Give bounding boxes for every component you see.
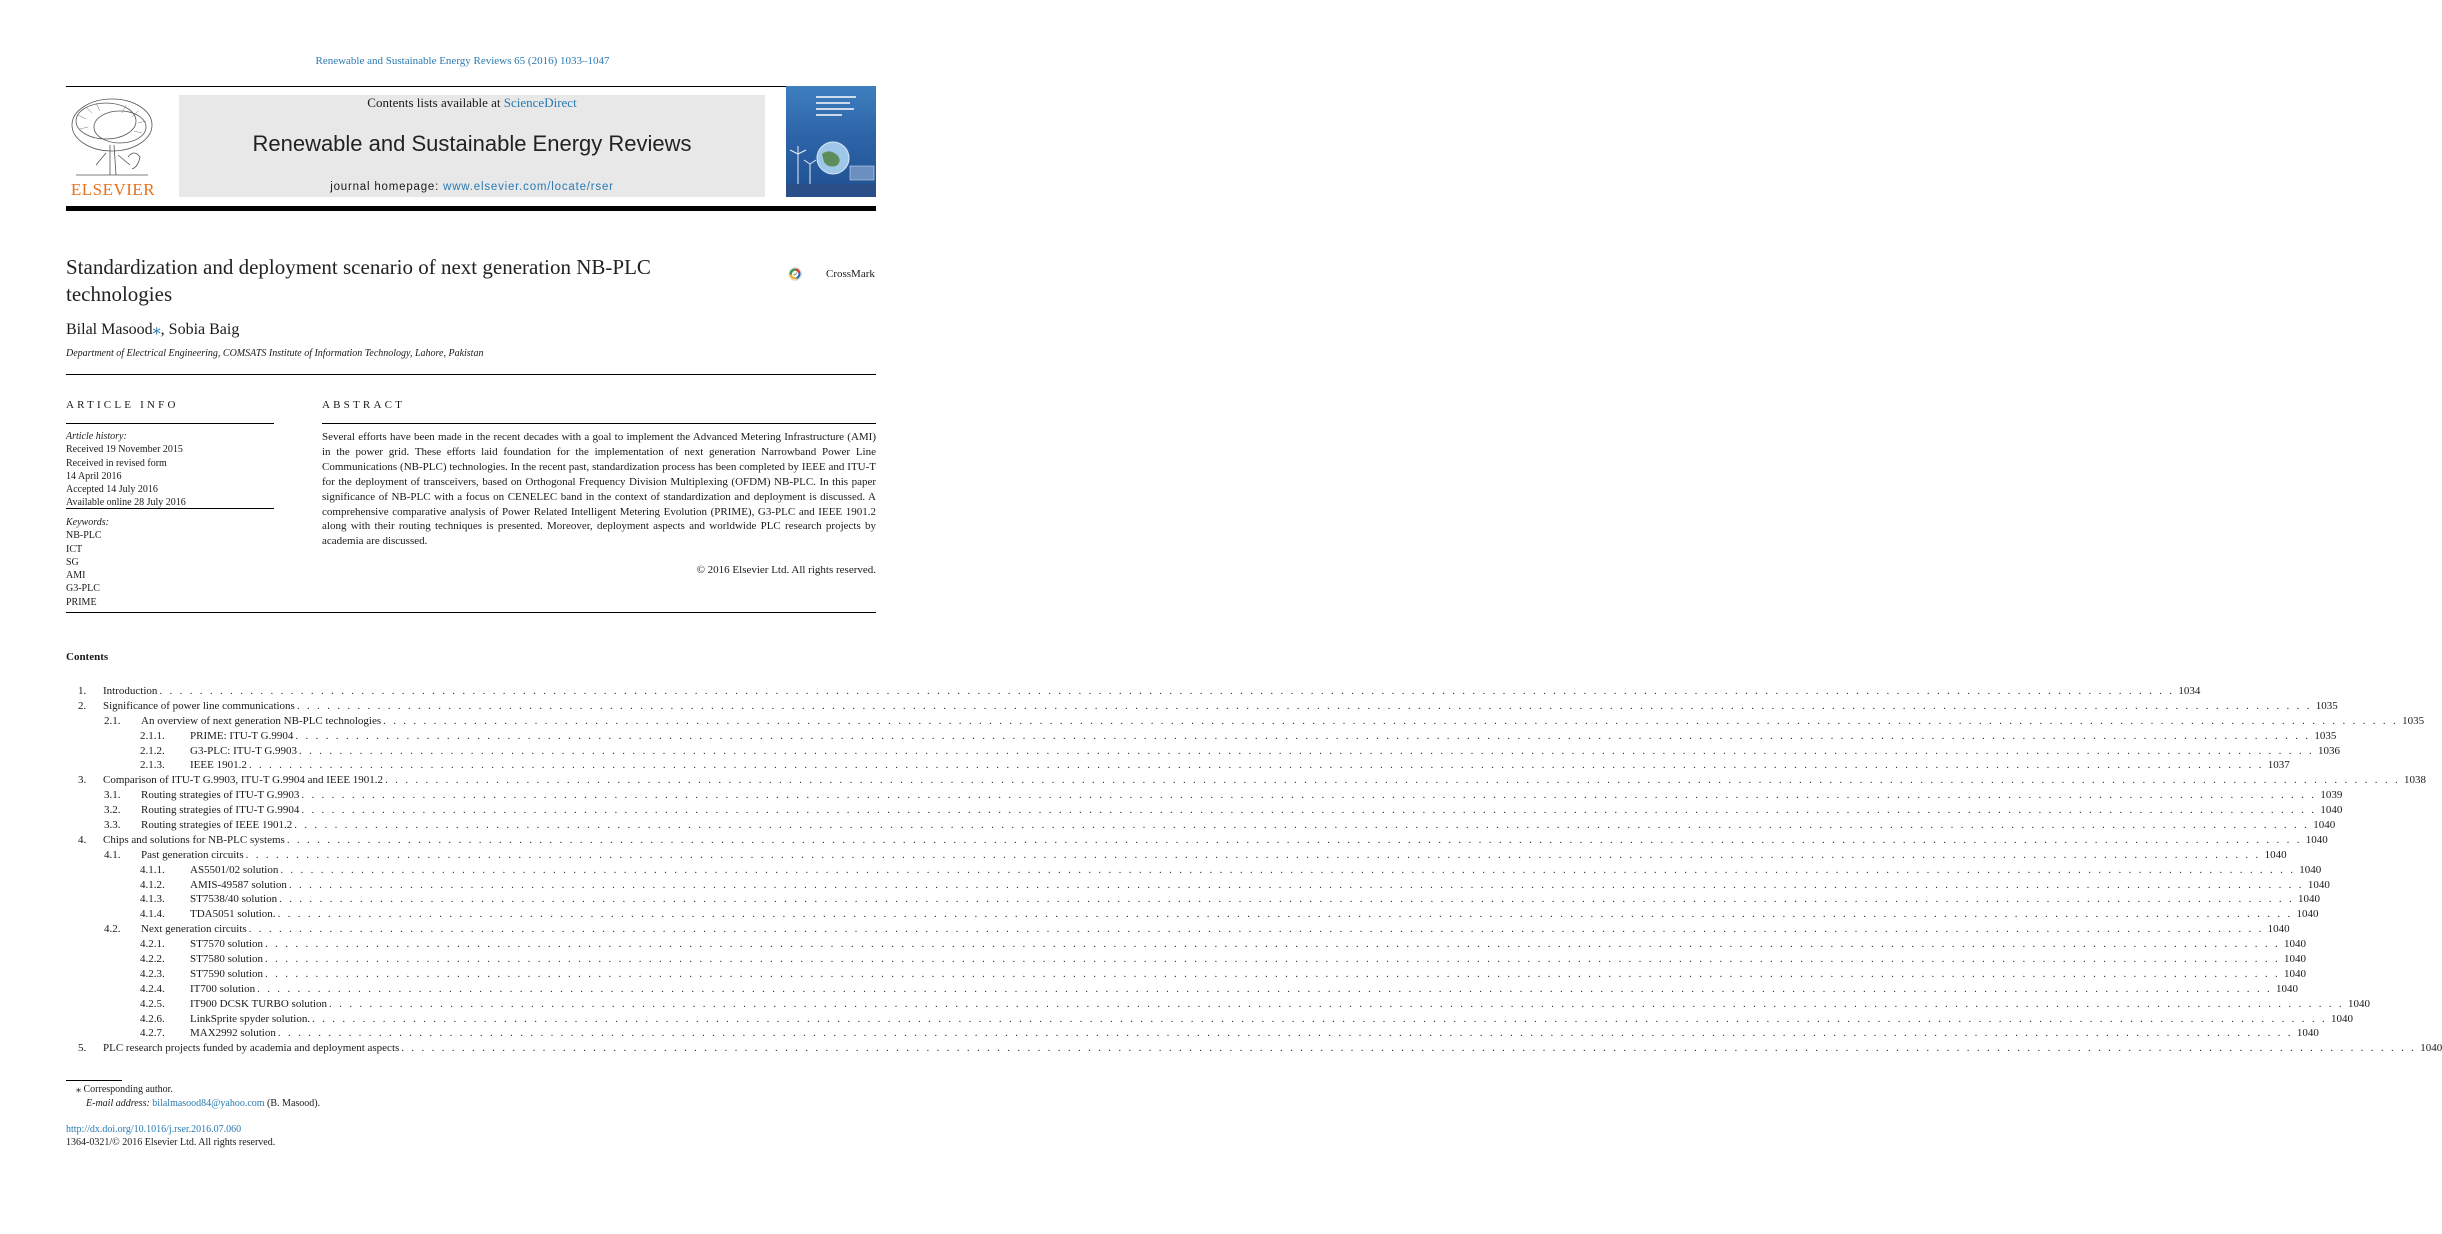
- toc-section-title[interactable]: IT900 DCSK TURBO solution: [190, 997, 328, 1010]
- toc-dot-leader: . . . . . . . . . . . . . . . . . . . . . . . . . . . . . . . . . . . . . . . . . . . . . . . . . . . . . . . . . . . . . . . . . . . . . . . . . . . . . . . . . . . . . . . . . . . . . . . . . . . . . . . . . . . . . . . . . . . . . . . . . . . . . . . . . . . . . . . . . . . . . . . . . . . . . . . . . . . . . . . . . . . . . . . . . . . . . . . . . . . . . . . . . . . . . . . . . . . . . . . .: [299, 744, 2314, 757]
- toc-entry[interactable]: [66, 729, 2337, 744]
- toc-page-number: 1038: [2400, 773, 2426, 788]
- masthead-bottom-rule: [66, 206, 876, 211]
- keyword: G3-PLC: [66, 583, 100, 595]
- keyword: ICT: [66, 543, 83, 555]
- title-block-rule: [66, 374, 876, 375]
- author-separator: ,: [160, 321, 169, 338]
- toc-entry[interactable]: [66, 833, 2328, 848]
- toc-entry[interactable]: [66, 863, 2322, 878]
- toc-section-number: 4.2.6.: [140, 1012, 165, 1025]
- toc-section-title[interactable]: Next generation circuits: [141, 923, 247, 936]
- history-received: Received 19 November 2015: [66, 444, 183, 456]
- toc-page-number: 1040: [2280, 967, 2306, 982]
- author-email-link[interactable]: bilalmasood84@yahoo.com: [152, 1098, 265, 1109]
- toc-section-number: 5.: [78, 1042, 87, 1055]
- email-label: E-mail address:: [86, 1098, 153, 1109]
- toc-dot-leader: . . . . . . . . . . . . . . . . . . . . . . . . . . . . . . . . . . . . . . . . . . . . . . . . . . . . . . . . . . . . . . . . . . . . . . . . . . . . . . . . . . . . . . . . . . . . . . . . . . . . . . . . . . . . . . . . . . . . . . . . . . . . . . . . . . . . . . . . . . . . . . . . . . . . . . . . . . . . . . . . . . . . . . . . . . . . . . . . . . . . . . . . . . . . . . . . . . . . . . . .: [295, 729, 2311, 742]
- toc-entry[interactable]: [66, 937, 2306, 952]
- toc-section-title[interactable]: AS5501/02 solution: [190, 863, 279, 876]
- toc-section-title[interactable]: Comparison of ITU-T G.9903, ITU-T G.9904 and IEEE 1901.2: [103, 774, 384, 787]
- toc-page-number: 1040: [2316, 803, 2342, 818]
- toc-section-number: 4.1.: [104, 848, 121, 861]
- toc-page-number: 1040: [2344, 997, 2370, 1012]
- toc-section-title[interactable]: Past generation circuits: [141, 848, 244, 861]
- toc-dot-leader: . . . . . . . . . . . . . . . . . . . . . . . . . . . . . . . . . . . . . . . . . . . . . . . . . . . . . . . . . . . . . . . . . . . . . . . . . . . . . . . . . . . . . . . . . . . . . . . . . . . . . . . . . . . . . . . . . . . . . . . . . . . . . . . . . . . . . . . . . . . . . . . . . . . . . . . . . . . . . . . . . . . . . . . . . . . . . . . . . . . . . . . . . . . . . . . . . . . . . . . .: [277, 1027, 2293, 1040]
- toc-dot-leader: . . . . . . . . . . . . . . . . . . . . . . . . . . . . . . . . . . . . . . . . . . . . . . . . . . . . . . . . . . . . . . . . . . . . . . . . . . . . . . . . . . . . . . . . . . . . . . . . . . . . . . . . . . . . . . . . . . . . . . . . . . . . . . . . . . . . . . . . . . . . . . . . . . . . . . . . . . . . . . . . . . . . . . . . . . . . . . . . . . . . . . . . . . . . . . . . . . . . . . . .: [294, 819, 2310, 832]
- toc-page-number: 1040: [2309, 818, 2335, 833]
- toc-page-number: 1040: [2264, 922, 2290, 937]
- history-rule: [66, 508, 274, 509]
- toc-dot-leader: . . . . . . . . . . . . . . . . . . . . . . . . . . . . . . . . . . . . . . . . . . . . . . . . . . . . . . . . . . . . . . . . . . . . . . . . . . . . . . . . . . . . . . . . . . . . . . . . . . . . . . . . . . . . . . . . . . . . . . . . . . . . . . . . . . . . . . . . . . . . . . . . . . . . . . . . . . . . . . . . . . . . . . . . . . . . . . . . . . . . . . . . . . . . . . . . . . . . . . . .: [383, 714, 2399, 727]
- toc-entry[interactable]: [66, 967, 2306, 982]
- toc-entry[interactable]: [66, 848, 2287, 863]
- toc-section-number: 4.2.4.: [140, 982, 165, 995]
- toc-section-number: 2.: [78, 699, 87, 712]
- toc-page-number: 1040: [2327, 1012, 2353, 1027]
- keyword: SG: [66, 556, 79, 568]
- journal-homepage-link[interactable]: www.elsevier.com/locate/rser: [443, 181, 614, 193]
- article-info-heading: ARTICLE INFO: [66, 399, 179, 411]
- toc-entry[interactable]: [66, 1041, 2442, 1056]
- toc-page-number: 1037: [2264, 758, 2290, 773]
- toc-entry[interactable]: [66, 907, 2319, 922]
- toc-section-number: 4.2.7.: [140, 1027, 165, 1040]
- article-history-label: Article history:: [66, 431, 127, 442]
- toc-dot-leader: . . . . . . . . . . . . . . . . . . . . . . . . . . . . . . . . . . . . . . . . . . . . . . . . . . . . . . . . . . . . . . . . . . . . . . . . . . . . . . . . . . . . . . . . . . . . . . . . . . . . . . . . . . . . . . . . . . . . . . . . . . . . . . . . . . . . . . . . . . . . . . . . . . . . . . . . . . . . . . . . . . . . . . . . . . . . . . . . . . . . . . . . . . . . . . . . . . . . . . . .: [401, 1042, 2417, 1055]
- toc-section-title[interactable]: An overview of next generation NB-PLC technologies: [141, 714, 382, 727]
- toc-section-number: 4.1.3.: [140, 893, 165, 906]
- toc-section-title[interactable]: PRIME: ITU-T G.9904: [190, 729, 294, 742]
- toc-entry[interactable]: [66, 788, 2343, 803]
- toc-section-number: 4.1.4.: [140, 908, 165, 921]
- email-suffix: (B. Masood).: [264, 1098, 321, 1109]
- toc-dot-leader: . . . . . . . . . . . . . . . . . . . . . . . . . . . . . . . . . . . . . . . . . . . . . . . . . . . . . . . . . . . . . . . . . . . . . . . . . . . . . . . . . . . . . . . . . . . . . . . . . . . . . . . . . . . . . . . . . . . . . . . . . . . . . . . . . . . . . . . . . . . . . . . . . . . . . . . . . . . . . . . . . . . . . . . . . . . . . . . . . . . . . . . . . . . . . . . . . . . . . . . .: [329, 997, 2344, 1010]
- toc-entry[interactable]: [66, 744, 2340, 759]
- author-email-note: [86, 1098, 320, 1109]
- crossmark-label[interactable]: CrossMark: [826, 268, 875, 280]
- toc-section-number: 4.1.1.: [140, 863, 165, 876]
- toc-section-number: 3.: [78, 774, 87, 787]
- keyword: NB-PLC: [66, 530, 102, 542]
- sciencedirect-link[interactable]: ScienceDirect: [503, 95, 577, 110]
- toc-page-number: 1040: [2304, 878, 2330, 893]
- corresponding-author-mark[interactable]: ⁎: [152, 321, 161, 338]
- abstract-copyright: © 2016 Elsevier Ltd. All rights reserved.: [696, 564, 876, 576]
- abstract-heading: ABSTRACT: [322, 399, 406, 411]
- toc-section-number: 3.3.: [104, 819, 121, 832]
- toc-section-title[interactable]: ST7538/40 solution: [190, 893, 278, 906]
- article-title-line-1: Standardization and deployment scenario of next generation NB-PLC: [66, 255, 651, 279]
- toc-page-number: 1040: [2295, 863, 2321, 878]
- toc-section-number: 2.1.1.: [140, 729, 165, 742]
- toc-section-title[interactable]: LinkSprite spyder solution.: [190, 1012, 311, 1025]
- toc-dot-leader: . . . . . . . . . . . . . . . . . . . . . . . . . . . . . . . . . . . . . . . . . . . . . . . . . . . . . . . . . . . . . . . . . . . . . . . . . . . . . . . . . . . . . . . . . . . . . . . . . . . . . . . . . . . . . . . . . . . . . . . . . . . . . . . . . . . . . . . . . . . . . . . . . . . . . . . . . . . . . . . . . . . . . . . . . . . . . . . . . . . . . . . . . . . . . . . . . . . . . . . .: [385, 774, 2401, 787]
- toc-section-number: 4.1.2.: [140, 878, 165, 891]
- toc-dot-leader: . . . . . . . . . . . . . . . . . . . . . . . . . . . . . . . . . . . . . . . . . . . . . . . . . . . . . . . . . . . . . . . . . . . . . . . . . . . . . . . . . . . . . . . . . . . . . . . . . . . . . . . . . . . . . . . . . . . . . . . . . . . . . . . . . . . . . . . . . . . . . . . . . . . . . . . . . . . . . . . . . . . . . . . . . . . . . . . . . . . . . . . . . . . . . . . . . . . . . . . .: [286, 833, 2302, 846]
- toc-entry[interactable]: [66, 699, 2338, 714]
- toc-section-title[interactable]: Chips and solutions for NB-PLC systems: [103, 833, 285, 846]
- toc-dot-leader: . . . . . . . . . . . . . . . . . . . . . . . . . . . . . . . . . . . . . . . . . . . . . . . . . . . . . . . . . . . . . . . . . . . . . . . . . . . . . . . . . . . . . . . . . . . . . . . . . . . . . . . . . . . . . . . . . . . . . . . . . . . . . . . . . . . . . . . . . . . . . . . . . . . . . . . . . . . . . . . . . . . . . . . . . . . . . . . . . . . . . . . . . . . . . . . . . . . . . . . .: [280, 863, 2296, 876]
- elsevier-wordmark: ELSEVIER: [70, 180, 156, 199]
- toc-section-number: 4.2.5.: [140, 997, 165, 1010]
- toc-entry[interactable]: [66, 803, 2343, 818]
- toc-dot-leader: . . . . . . . . . . . . . . . . . . . . . . . . . . . . . . . . . . . . . . . . . . . . . . . . . . . . . . . . . . . . . . . . . . . . . . . . . . . . . . . . . . . . . . . . . . . . . . . . . . . . . . . . . . . . . . . . . . . . . . . . . . . . . . . . . . . . . . . . . . . . . . . . . . . . . . . . . . . . . . . . . . . . . . . . . . . . . . . . . . . . . . . . . . . . . . . . . . . . . . . .: [159, 685, 2175, 697]
- toc-page-number: 1040: [2280, 952, 2306, 967]
- keywords: [66, 516, 109, 609]
- toc-section-number: 2.1.: [104, 714, 121, 727]
- footnote-rule: [66, 1080, 122, 1081]
- toc-section-title[interactable]: Routing strategies of ITU-T G.9904: [141, 804, 300, 817]
- table-of-contents: [66, 684, 2442, 1056]
- toc-page-number: 1040: [2293, 1026, 2319, 1041]
- crossmark-icon[interactable]: [788, 256, 824, 292]
- toc-page-number: 1035: [2398, 714, 2424, 729]
- abstract-rule: [322, 423, 876, 424]
- doi-link[interactable]: http://dx.doi.org/10.1016/j.rser.2016.07.060: [66, 1124, 242, 1135]
- toc-section-number: 4.2.2.: [140, 953, 165, 966]
- article-title-line-2: technologies: [66, 282, 173, 306]
- toc-entry[interactable]: [66, 922, 2290, 937]
- keyword: PRIME: [66, 596, 97, 608]
- author-list: [66, 319, 239, 339]
- toc-entry[interactable]: [66, 758, 2290, 773]
- journal-cover-image: [786, 86, 876, 197]
- article-history: [66, 430, 186, 510]
- toc-page-number: 1035: [2312, 699, 2338, 714]
- article-title: [66, 254, 766, 308]
- toc-dot-leader: . . . . . . . . . . . . . . . . . . . . . . . . . . . . . . . . . . . . . . . . . . . . . . . . . . . . . . . . . . . . . . . . . . . . . . . . . . . . . . . . . . . . . . . . . . . . . . . . . . . . . . . . . . . . . . . . . . . . . . . . . . . . . . . . . . . . . . . . . . . . . . . . . . . . . . . . . . . . . . . . . . . . . . . . . . . . . . . . . . . . . . . . . . . . . . . . . . . . . . . .: [265, 967, 2280, 980]
- toc-section-title[interactable]: Introduction: [103, 685, 158, 697]
- toc-entry[interactable]: [66, 684, 2201, 699]
- toc-dot-leader: . . . . . . . . . . . . . . . . . . . . . . . . . . . . . . . . . . . . . . . . . . . . . . . . . . . . . . . . . . . . . . . . . . . . . . . . . . . . . . . . . . . . . . . . . . . . . . . . . . . . . . . . . . . . . . . . . . . . . . . . . . . . . . . . . . . . . . . . . . . . . . . . . . . . . . . . . . . . . . . . . . . . . . . . . . . . . . . . . . . . . . . . . . . . . . . . . . . . . . . .: [312, 1012, 2328, 1025]
- toc-section-title[interactable]: IEEE 1901.2: [190, 759, 247, 772]
- toc-page-number: 1040: [2261, 848, 2287, 863]
- toc-dot-leader: . . . . . . . . . . . . . . . . . . . . . . . . . . . . . . . . . . . . . . . . . . . . . . . . . . . . . . . . . . . . . . . . . . . . . . . . . . . . . . . . . . . . . . . . . . . . . . . . . . . . . . . . . . . . . . . . . . . . . . . . . . . . . . . . . . . . . . . . . . . . . . . . . . . . . . . . . . . . . . . . . . . . . . . . . . . . . . . . . . . . . . . . . . . . . . . . . . . . . . . .: [257, 982, 2273, 995]
- toc-section-number: 2.1.3.: [140, 759, 165, 772]
- toc-section-number: 4.2.: [104, 923, 121, 936]
- toc-entry[interactable]: [66, 892, 2321, 907]
- toc-section-number: 3.2.: [104, 804, 121, 817]
- toc-dot-leader: . . . . . . . . . . . . . . . . . . . . . . . . . . . . . . . . . . . . . . . . . . . . . . . . . . . . . . . . . . . . . . . . . . . . . . . . . . . . . . . . . . . . . . . . . . . . . . . . . . . . . . . . . . . . . . . . . . . . . . . . . . . . . . . . . . . . . . . . . . . . . . . . . . . . . . . . . . . . . . . . . . . . . . . . . . . . . . . . . . . . . . . . . . . . . . . . . . . . . . . .: [279, 893, 2295, 906]
- article-info-bottom-rule: [66, 612, 876, 613]
- toc-section-title[interactable]: AMIS-49587 solution: [190, 878, 287, 891]
- toc-dot-leader: . . . . . . . . . . . . . . . . . . . . . . . . . . . . . . . . . . . . . . . . . . . . . . . . . . . . . . . . . . . . . . . . . . . . . . . . . . . . . . . . . . . . . . . . . . . . . . . . . . . . . . . . . . . . . . . . . . . . . . . . . . . . . . . . . . . . . . . . . . . . . . . . . . . . . . . . . . . . . . . . . . . . . . . . . . . . . . . . . . . . . . . . . . . . . . . . . . . . . . . .: [248, 759, 2264, 772]
- keyword: AMI: [66, 570, 86, 582]
- toc-section-title[interactable]: G3-PLC: ITU-T G.9903: [190, 744, 298, 757]
- toc-entry[interactable]: [66, 952, 2306, 967]
- toc-entry[interactable]: [66, 773, 2427, 788]
- toc-page-number: 1040: [2293, 907, 2319, 922]
- toc-page-number: 1035: [2310, 729, 2336, 744]
- contents-available-line: [179, 95, 765, 111]
- toc-page-number: 1040: [2416, 1041, 2442, 1056]
- journal-homepage-line: [179, 181, 765, 193]
- toc-page-number: 1040: [2302, 833, 2328, 848]
- journal-masthead: [179, 95, 765, 197]
- contents-prefix: Contents lists available at: [367, 95, 504, 110]
- homepage-prefix: journal homepage:: [330, 181, 444, 193]
- toc-entry[interactable]: [66, 878, 2330, 893]
- contents-heading: Contents: [66, 651, 109, 663]
- toc-dot-leader: . . . . . . . . . . . . . . . . . . . . . . . . . . . . . . . . . . . . . . . . . . . . . . . . . . . . . . . . . . . . . . . . . . . . . . . . . . . . . . . . . . . . . . . . . . . . . . . . . . . . . . . . . . . . . . . . . . . . . . . . . . . . . . . . . . . . . . . . . . . . . . . . . . . . . . . . . . . . . . . . . . . . . . . . . . . . . . . . . . . . . . . . . . . . . . . . . . . . . . . .: [301, 804, 2317, 817]
- toc-dot-leader: . . . . . . . . . . . . . . . . . . . . . . . . . . . . . . . . . . . . . . . . . . . . . . . . . . . . . . . . . . . . . . . . . . . . . . . . . . . . . . . . . . . . . . . . . . . . . . . . . . . . . . . . . . . . . . . . . . . . . . . . . . . . . . . . . . . . . . . . . . . . . . . . . . . . . . . . . . . . . . . . . . . . . . . . . . . . . . . . . . . . . . . . . . . . . . . . . . . . . . . .: [277, 908, 2293, 921]
- toc-section-title[interactable]: ST7590 solution: [190, 967, 264, 980]
- corresponding-author-note: ⁎ Corresponding author.: [76, 1084, 173, 1095]
- toc-entry[interactable]: [66, 818, 2336, 833]
- article-info-rule: [66, 423, 274, 424]
- author-name: Bilal Masood: [66, 321, 153, 338]
- toc-section-title[interactable]: TDA5051 solution.: [190, 908, 276, 921]
- toc-section-number: 3.1.: [104, 789, 121, 802]
- journal-citation-link[interactable]: Renewable and Sustainable Energy Reviews 65 (2016) 1033–1047: [315, 55, 610, 67]
- journal-name: Renewable and Sustainable Energy Reviews: [252, 131, 692, 156]
- toc-page-number: 1040: [2272, 982, 2298, 997]
- toc-dot-leader: . . . . . . . . . . . . . . . . . . . . . . . . . . . . . . . . . . . . . . . . . . . . . . . . . . . . . . . . . . . . . . . . . . . . . . . . . . . . . . . . . . . . . . . . . . . . . . . . . . . . . . . . . . . . . . . . . . . . . . . . . . . . . . . . . . . . . . . . . . . . . . . . . . . . . . . . . . . . . . . . . . . . . . . . . . . . . . . . . . . . . . . . . . . . . . . . . . . . . . . .: [248, 923, 2264, 936]
- toc-section-number: 4.: [78, 833, 87, 846]
- toc-page-number: 1034: [2174, 684, 2200, 699]
- masthead-top-rule: [66, 86, 876, 87]
- toc-section-title[interactable]: Significance of power line communications: [103, 699, 295, 712]
- toc-page-number: 1039: [2316, 788, 2342, 803]
- toc-section-title[interactable]: Routing strategies of ITU-T G.9903: [141, 789, 300, 802]
- toc-section-title[interactable]: ST7580 solution: [190, 953, 264, 966]
- keywords-label: Keywords:: [66, 517, 109, 528]
- toc-entry[interactable]: [66, 997, 2370, 1012]
- toc-dot-leader: . . . . . . . . . . . . . . . . . . . . . . . . . . . . . . . . . . . . . . . . . . . . . . . . . . . . . . . . . . . . . . . . . . . . . . . . . . . . . . . . . . . . . . . . . . . . . . . . . . . . . . . . . . . . . . . . . . . . . . . . . . . . . . . . . . . . . . . . . . . . . . . . . . . . . . . . . . . . . . . . . . . . . . . . . . . . . . . . . . . . . . . . . . . . . . . . . . . . . . . .: [301, 789, 2317, 802]
- toc-section-title[interactable]: MAX2992 solution: [190, 1027, 276, 1040]
- toc-page-number: 1040: [2280, 937, 2306, 952]
- toc-section-number: 4.2.1.: [140, 938, 165, 951]
- toc-section-title[interactable]: Routing strategies of IEEE 1901.2: [141, 819, 293, 832]
- toc-section-title[interactable]: IT700 solution: [190, 982, 256, 995]
- toc-entry[interactable]: [66, 982, 2299, 997]
- toc-section-number: 4.2.3.: [140, 967, 165, 980]
- toc-page-number: 1036: [2314, 744, 2340, 759]
- toc-entry[interactable]: [66, 1026, 2319, 1041]
- toc-dot-leader: . . . . . . . . . . . . . . . . . . . . . . . . . . . . . . . . . . . . . . . . . . . . . . . . . . . . . . . . . . . . . . . . . . . . . . . . . . . . . . . . . . . . . . . . . . . . . . . . . . . . . . . . . . . . . . . . . . . . . . . . . . . . . . . . . . . . . . . . . . . . . . . . . . . . . . . . . . . . . . . . . . . . . . . . . . . . . . . . . . . . . . . . . . . . . . . . . . . . . . . .: [265, 953, 2280, 966]
- author-name: Sobia Baig: [168, 321, 240, 338]
- toc-section-title[interactable]: PLC research projects funded by academia and deployment aspects: [103, 1042, 400, 1055]
- history-revised-label: Received in revised form: [66, 457, 167, 469]
- toc-section-number: 1.: [78, 685, 87, 697]
- affiliation: Department of Electrical Engineering, COMSATS Institute of Information Technology, Lahore, Pakistan: [66, 348, 484, 359]
- toc-section-title[interactable]: ST7570 solution: [190, 938, 264, 951]
- abstract-text: Several efforts have been made in the recent decades with a goal to implement the Advanced Metering Infrastructure (AMI) in the power grid. These efforts laid foundation for the implementation of next generation Narrowband Power Line Communications (NB-PLC) technologies. In the recent past, standardization process has been completed by IEEE and ITU-T for the deployment of transceivers, based on Orthogonal Frequency Division Multiplexing (OFDM) NB-PLC. In this paper significance of NB-PLC with a focus on CENELEC band in the context of standardization and deployment is discussed. A comprehensive comparative analysis of Power Related Intelligent Metering Evolution (PRIME), G3-PLC and IEEE 1901.2 along with their routing techniques is presented. Moreover, deployment aspects and worldwide PLC research projects by academia are discussed.: [322, 431, 876, 548]
- toc-section-number: 2.1.2.: [140, 744, 165, 757]
- toc-dot-leader: . . . . . . . . . . . . . . . . . . . . . . . . . . . . . . . . . . . . . . . . . . . . . . . . . . . . . . . . . . . . . . . . . . . . . . . . . . . . . . . . . . . . . . . . . . . . . . . . . . . . . . . . . . . . . . . . . . . . . . . . . . . . . . . . . . . . . . . . . . . . . . . . . . . . . . . . . . . . . . . . . . . . . . . . . . . . . . . . . . . . . . . . . . . . . . . . . . . . . . . .: [288, 878, 2304, 891]
- toc-dot-leader: . . . . . . . . . . . . . . . . . . . . . . . . . . . . . . . . . . . . . . . . . . . . . . . . . . . . . . . . . . . . . . . . . . . . . . . . . . . . . . . . . . . . . . . . . . . . . . . . . . . . . . . . . . . . . . . . . . . . . . . . . . . . . . . . . . . . . . . . . . . . . . . . . . . . . . . . . . . . . . . . . . . . . . . . . . . . . . . . . . . . . . . . . . . . . . . . . . . . . . . .: [296, 699, 2312, 712]
- toc-page-number: 1040: [2294, 892, 2320, 907]
- history-online: Available online 28 July 2016: [66, 497, 186, 509]
- toc-dot-leader: . . . . . . . . . . . . . . . . . . . . . . . . . . . . . . . . . . . . . . . . . . . . . . . . . . . . . . . . . . . . . . . . . . . . . . . . . . . . . . . . . . . . . . . . . . . . . . . . . . . . . . . . . . . . . . . . . . . . . . . . . . . . . . . . . . . . . . . . . . . . . . . . . . . . . . . . . . . . . . . . . . . . . . . . . . . . . . . . . . . . . . . . . . . . . . . . . . . . . . . .: [245, 848, 2261, 861]
- toc-entry[interactable]: [66, 714, 2425, 729]
- toc-entry[interactable]: [66, 1012, 2354, 1027]
- history-accepted: Accepted 14 July 2016: [66, 484, 158, 496]
- history-revised-date: 14 April 2016: [66, 470, 122, 482]
- issn-copyright: 1364-0321/© 2016 Elsevier Ltd. All rights reserved.: [66, 1137, 276, 1148]
- toc-dot-leader: . . . . . . . . . . . . . . . . . . . . . . . . . . . . . . . . . . . . . . . . . . . . . . . . . . . . . . . . . . . . . . . . . . . . . . . . . . . . . . . . . . . . . . . . . . . . . . . . . . . . . . . . . . . . . . . . . . . . . . . . . . . . . . . . . . . . . . . . . . . . . . . . . . . . . . . . . . . . . . . . . . . . . . . . . . . . . . . . . . . . . . . . . . . . . . . . . . . . . . . .: [265, 938, 2280, 951]
